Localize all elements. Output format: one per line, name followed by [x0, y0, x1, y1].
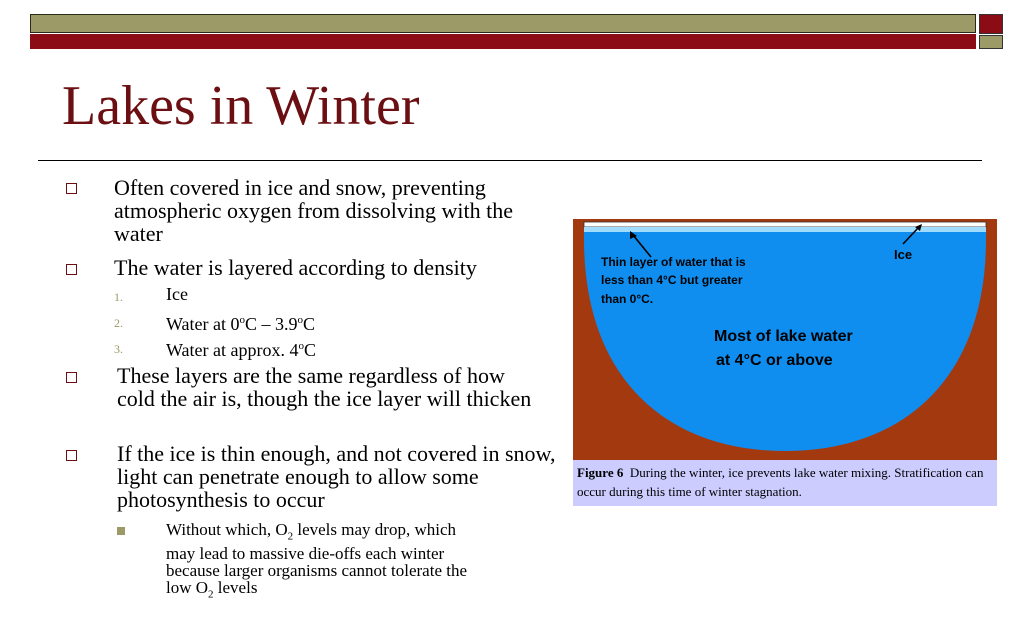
list-item-ice: Ice [166, 284, 188, 304]
header-band-red [30, 34, 976, 49]
bullet-2: The water is layered according to density [114, 255, 477, 280]
thin-label-line-3: than 0°C. [601, 292, 654, 306]
thin-label-line-1: Thin layer of water that is [601, 255, 746, 269]
thin-cold-layer [584, 227, 986, 232]
caption-text: During the winter, ice prevents lake water mixing. Stratification can occur during this time of winter stagnation. [577, 465, 984, 499]
caption-label: Figure 6 [577, 465, 624, 480]
bullet-1: Often covered in ice and snow, preventing atmospheric oxygen from dissolving with the water [114, 175, 513, 246]
list-number: 3. [114, 342, 123, 356]
list-item-cold-water: Water at 0$^o$C – 3.9$^o$C [166, 314, 316, 334]
main-label-line-1: Most of lake water [714, 328, 853, 345]
slide-title: Lakes in Winter [62, 75, 420, 137]
title-divider [38, 160, 982, 161]
list-item-warm-water: Water at approx. 4$^o$C [166, 340, 317, 360]
ice-layer [584, 222, 986, 227]
ice-label: Ice [894, 247, 913, 262]
figure-caption [573, 460, 997, 506]
thin-label-line-2: less than 4°C but greater [601, 273, 743, 287]
bullet-4: If the ice is thin enough, and not covered in snow, light can penetrate enough to allow some photosynthesis to occur [117, 441, 556, 512]
corner-square-olive [979, 35, 1003, 49]
bullet-box-icon [66, 450, 77, 461]
bullet-box-icon [66, 372, 77, 383]
lake-diagram [573, 219, 997, 460]
corner-square-red [979, 14, 1003, 34]
sub-bullet-text: Without which, $O_2$ levels may drop, which may lead to massive die-offs each winter because larger organisms cannot tolerate the low $O_2$ levels [166, 520, 468, 601]
header-band-olive [30, 14, 976, 33]
bullet-3: These layers are the same regardless of how cold the air is, though the ice layer will thicken [117, 363, 532, 411]
bullet-box-icon [66, 183, 77, 194]
list-number: 2. [114, 316, 123, 330]
main-label-line-2: at 4°C or above [716, 352, 833, 369]
list-number: 1. [114, 290, 123, 304]
bullet-box-icon [66, 264, 77, 275]
sub-bullet-square-icon [117, 527, 125, 535]
